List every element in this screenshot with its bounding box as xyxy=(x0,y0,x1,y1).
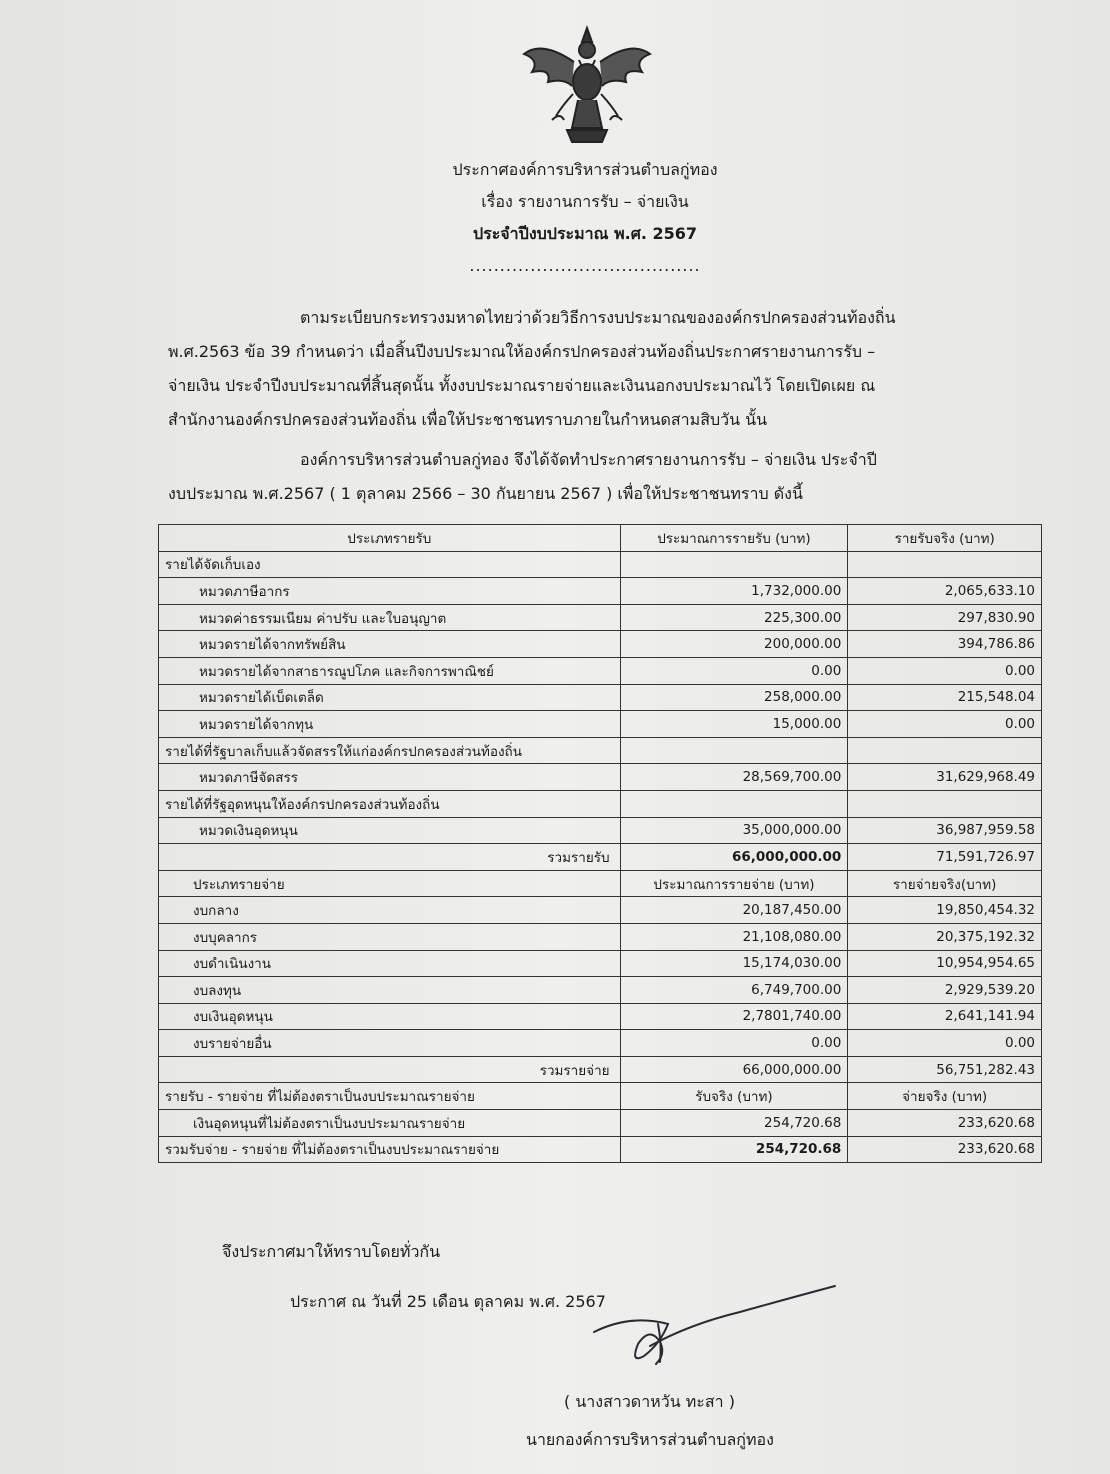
signer-position: นายกองค์การบริหารส่วนตำบลกู่ทอง xyxy=(526,1430,774,1449)
table-cell: หมวดภาษีจัดสรร xyxy=(159,764,621,791)
table-cell: 297,830.90 xyxy=(848,604,1042,631)
table-row xyxy=(159,923,1042,950)
header-subject-line: เรื่อง รายงานการรับ – จ่ายเงิน xyxy=(481,192,689,211)
table-cell: 254,720.68 xyxy=(620,1110,848,1137)
table-cell: งบกลาง xyxy=(159,897,621,924)
table-cell: เงินอุดหนุนที่ไม่ต้องตราเป็นงบประมาณรายจ่าย xyxy=(159,1110,621,1137)
table-row xyxy=(159,737,1042,764)
paragraph-1-line-1: ตามระเบียบกระทรวงมหาดไทยว่าด้วยวิธีการงบประมาณขององค์กรปกครองส่วนท้องถิ่น xyxy=(300,308,896,327)
table-cell: 10,954,954.65 xyxy=(848,950,1042,977)
table-cell: 215,548.04 xyxy=(848,684,1042,711)
table-cell: รวมรับจ่าย - รายจ่าย ที่ไม่ต้องตราเป็นงบประมาณรายจ่าย xyxy=(159,1136,621,1163)
table-cell: 31,629,968.49 xyxy=(848,764,1042,791)
table-cell xyxy=(620,737,848,764)
table-cell: 20,375,192.32 xyxy=(848,923,1042,950)
garuda-emblem-icon xyxy=(512,20,662,150)
table-cell: รายจ่ายจริง(บาท) xyxy=(848,870,1042,897)
table-cell: 35,000,000.00 xyxy=(620,817,848,844)
table-cell: 36,987,959.58 xyxy=(848,817,1042,844)
table-row xyxy=(159,1110,1042,1137)
paragraph-2-line-1: องค์การบริหารส่วนตำบลกู่ทอง จึงได้จัดทำประกาศรายงานการรับ – จ่ายเงิน ประจำปี xyxy=(300,450,877,469)
header-divider: ...................................... xyxy=(469,256,701,275)
table-cell: หมวดรายได้จากทรัพย์สิน xyxy=(159,631,621,658)
table-cell xyxy=(620,551,848,578)
table-row xyxy=(159,604,1042,631)
table-row xyxy=(159,950,1042,977)
table-row xyxy=(159,684,1042,711)
table-cell: รายรับจริง (บาท) xyxy=(848,525,1042,552)
paragraph-1-line-2: พ.ศ.2563 ข้อ 39 กำหนดว่า เมื่อสิ้นปีงบประมาณให้องค์กรปกครองส่วนท้องถิ่นประกาศรายงานการรับ – xyxy=(168,342,876,361)
table-cell: รวมรายจ่าย xyxy=(159,1056,621,1083)
table-cell: 1,732,000.00 xyxy=(620,578,848,605)
table-cell: 21,108,080.00 xyxy=(620,923,848,950)
table-cell: 254,720.68 xyxy=(620,1136,848,1163)
table-cell: 15,174,030.00 xyxy=(620,950,848,977)
table-cell: 19,850,454.32 xyxy=(848,897,1042,924)
table-cell: หมวดรายได้จากสาธารณูปโภค และกิจการพาณิชย์ xyxy=(159,657,621,684)
table-cell: 394,786.86 xyxy=(848,631,1042,658)
income-total-row xyxy=(159,844,1042,871)
signature-icon xyxy=(590,1284,840,1394)
table-cell: 2,929,539.20 xyxy=(848,977,1042,1004)
paragraph-1-line-3: จ่ายเงิน ประจำปีงบประมาณที่สิ้นสุดนั้น ทั้งงบประมาณรายจ่ายและเงินนอกงบประมาณไว้ โดยเปิดเผย ณ xyxy=(168,376,876,395)
table-row xyxy=(159,631,1042,658)
off-budget-header-row xyxy=(159,1083,1042,1110)
table-cell: 71,591,726.97 xyxy=(848,844,1042,871)
table-cell: 258,000.00 xyxy=(620,684,848,711)
table-cell: หมวดรายได้จากทุน xyxy=(159,711,621,738)
table-cell: 200,000.00 xyxy=(620,631,848,658)
table-row xyxy=(159,817,1042,844)
table-row xyxy=(159,578,1042,605)
table-cell: 6,749,700.00 xyxy=(620,977,848,1004)
expense-header-row xyxy=(159,870,1042,897)
table-row xyxy=(159,897,1042,924)
table-row xyxy=(159,711,1042,738)
table-cell: งบดำเนินงาน xyxy=(159,950,621,977)
table-header-row xyxy=(159,525,1042,552)
table-cell: 0.00 xyxy=(620,1030,848,1057)
table-cell: 0.00 xyxy=(848,657,1042,684)
table-cell: จ่ายจริง (บาท) xyxy=(848,1083,1042,1110)
table-cell: 233,620.68 xyxy=(848,1136,1042,1163)
table-cell: 2,7801,740.00 xyxy=(620,1003,848,1030)
table-row xyxy=(159,551,1042,578)
table-cell: หมวดภาษีอากร xyxy=(159,578,621,605)
table-cell: รวมรายรับ xyxy=(159,844,621,871)
table-cell: 56,751,282.43 xyxy=(848,1056,1042,1083)
table-cell: 2,641,141.94 xyxy=(848,1003,1042,1030)
header-org-line: ประกาศองค์การบริหารส่วนตำบลกู่ทอง xyxy=(452,160,718,179)
table-cell: งบบุคลากร xyxy=(159,923,621,950)
table-cell: 233,620.68 xyxy=(848,1110,1042,1137)
income-expense-table xyxy=(158,524,1042,1163)
paragraph-2-line-2: งบประมาณ พ.ศ.2567 ( 1 ตุลาคม 2566 – 30 กันยายน 2567 ) เพื่อให้ประชาชนทราบ ดังนี้ xyxy=(168,484,803,503)
table-cell xyxy=(848,551,1042,578)
table-cell xyxy=(620,790,848,817)
table-cell: 0.00 xyxy=(848,1030,1042,1057)
table-cell: หมวดเงินอุดหนุน xyxy=(159,817,621,844)
table-cell: งบเงินอุดหนุน xyxy=(159,1003,621,1030)
table-cell: 20,187,450.00 xyxy=(620,897,848,924)
table-cell: 28,569,700.00 xyxy=(620,764,848,791)
table-cell: รายรับ - รายจ่าย ที่ไม่ต้องตราเป็นงบประมาณรายจ่าย xyxy=(159,1083,621,1110)
expense-total-row xyxy=(159,1056,1042,1083)
table-cell: หมวดค่าธรรมเนียม ค่าปรับ และใบอนุญาต xyxy=(159,604,621,631)
table-cell: งบรายจ่ายอื่น xyxy=(159,1030,621,1057)
announcement-date: ประกาศ ณ วันที่ 25 เดือน ตุลาคม พ.ศ. 2567 xyxy=(290,1292,606,1311)
table-cell: 15,000.00 xyxy=(620,711,848,738)
table-cell: 225,300.00 xyxy=(620,604,848,631)
table-cell: ประมาณการรายรับ (บาท) xyxy=(620,525,848,552)
table-row xyxy=(159,764,1042,791)
table-row xyxy=(159,977,1042,1004)
table-cell xyxy=(848,737,1042,764)
table-row xyxy=(159,790,1042,817)
table-cell xyxy=(848,790,1042,817)
table-cell: ประเภทรายรับ xyxy=(159,525,621,552)
off-budget-total-row xyxy=(159,1136,1042,1163)
table-cell: 66,000,000.00 xyxy=(620,844,848,871)
header-fiscal-year: ประจำปีงบประมาณ พ.ศ. 2567 xyxy=(472,224,698,243)
table-row xyxy=(159,1003,1042,1030)
table-cell: หมวดรายได้เบ็ดเตล็ด xyxy=(159,684,621,711)
table-cell: รายได้ที่รัฐอุดหนุนให้องค์กรปกครองส่วนท้องถิ่น xyxy=(159,790,621,817)
table-row xyxy=(159,657,1042,684)
table-cell: 2,065,633.10 xyxy=(848,578,1042,605)
table-row xyxy=(159,1030,1042,1057)
table-cell: รายได้จัดเก็บเอง xyxy=(159,551,621,578)
table-cell: 0.00 xyxy=(620,657,848,684)
table-cell: รับจริง (บาท) xyxy=(620,1083,848,1110)
closing-announcement: จึงประกาศมาให้ทราบโดยทั่วกัน xyxy=(222,1242,441,1261)
table-cell: รายได้ที่รัฐบาลเก็บแล้วจัดสรรให้แก่องค์กรปกครองส่วนท้องถิ่น xyxy=(159,737,621,764)
table-cell: 66,000,000.00 xyxy=(620,1056,848,1083)
table-cell: 0.00 xyxy=(848,711,1042,738)
table-cell: งบลงทุน xyxy=(159,977,621,1004)
signer-name: ( นางสาวดาหวัน ทะสา ) xyxy=(564,1392,735,1411)
table-cell: ประมาณการรายจ่าย (บาท) xyxy=(620,870,848,897)
table-cell: ประเภทรายจ่าย xyxy=(159,870,621,897)
paragraph-1-line-4: สำนักงานองค์กรปกครองส่วนท้องถิ่น เพื่อให้ประชาชนทราบภายในกำหนดสามสิบวัน นั้น xyxy=(168,410,767,429)
